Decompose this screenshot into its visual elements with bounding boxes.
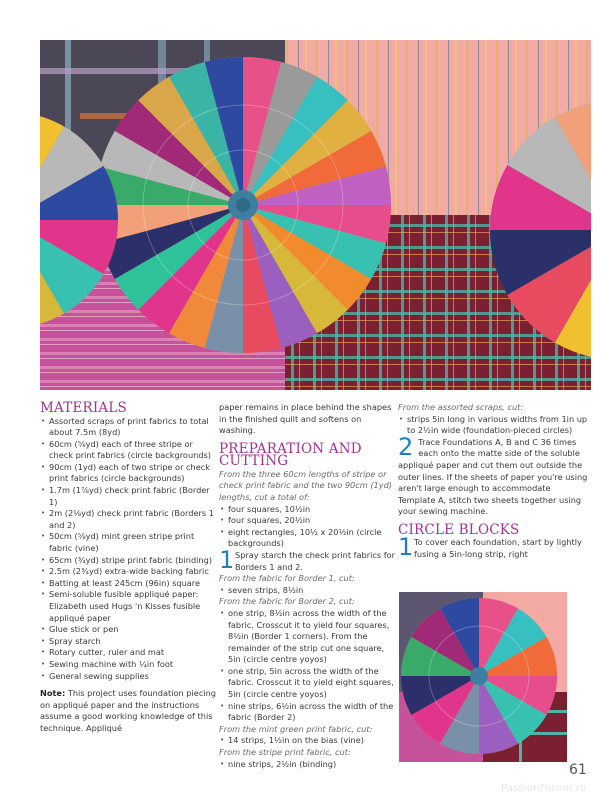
cutting-list-backgrounds: [219, 504, 397, 550]
cutting-item: • strips 5in long in various widths from 1in up to 2½in wide (foundation-pieced circles): [398, 414, 588, 437]
step-text: Trace Foundations A, B and C 36 times each onto the matte side of the soluble appliqué paper and cut them out outside the outer lines. If the sheets of paper you're using aren't large enough to accommodate Template A, stitch two sheets together using your sewing machine.: [398, 436, 588, 517]
quilt-illustration: [40, 40, 591, 390]
materials-item: • General sewing supplies: [40, 671, 218, 683]
cutting-item: • one strip, 5in across the width of the fabric. Crosscut it to yield eight squares, 5in (circle centre yoyos): [219, 666, 397, 701]
note-label: Note:: [40, 688, 66, 699]
preparation-heading: [219, 440, 397, 470]
column-3: [398, 402, 588, 561]
cutting-item: • 14 strips, 1½in on the bias (vine): [219, 735, 397, 747]
cutting-item: • nine strips, 2½in (binding): [219, 759, 397, 771]
materials-item: • 2m (2⅛yd) check print fabric (Borders 1 and 2): [40, 508, 218, 531]
prep-step-1: [219, 545, 397, 574]
cutting-list-border2: [219, 608, 397, 724]
materials-item: • 1.7m (1⅞yd) check print fabric (Border 1): [40, 485, 218, 508]
circle-step-1: [398, 533, 588, 562]
materials-item: • Assorted scraps of print fabrics to total about 7.5m (8yd): [40, 416, 218, 439]
cutting-list-border1: [219, 585, 397, 597]
cutting-item: • four squares, 10½in: [219, 504, 397, 516]
hero-quilt-photo: [40, 40, 591, 390]
cutting-intro: From the stripe print fabric, cut:: [219, 747, 351, 758]
cutting-list-mint: [219, 735, 397, 747]
materials-item: • Rotary cutter, ruler and mat: [40, 647, 218, 659]
cutting-list-scraps: [398, 414, 588, 437]
circle-block-illustration: [399, 592, 567, 762]
materials-item: • 50cm (⅝yd) mint green stripe print fabric (vine): [40, 531, 218, 554]
step-number: 1: [219, 545, 235, 574]
cutting-intro: From the mint green print fabric, cut:: [219, 723, 373, 734]
materials-item: • Spray starch: [40, 636, 218, 648]
circle-blocks-heading: CIRCLE BLOCKS: [398, 521, 520, 538]
cutting-intro: From the fabric for Border 2, cut:: [219, 596, 355, 607]
page-number: 61: [569, 762, 587, 778]
note-continued: paper remains in place behind the shapes in the finished quilt and softens on washing.: [219, 402, 392, 436]
materials-item: • Glue stick or pen: [40, 624, 218, 636]
step-number: 1: [398, 533, 414, 562]
prep-step-2: [398, 432, 588, 518]
column-2: [219, 402, 397, 770]
step-text: To cover each foundation, start by lightly fusing a 5in-long strip, right: [414, 537, 582, 560]
heading-line: CUTTING: [219, 453, 289, 470]
circle-block-photo: [399, 592, 567, 762]
materials-item: • 2.5m (2¾yd) extra-wide backing fabric: [40, 566, 218, 578]
materials-item: • 65cm (¾yd) stripe print fabric (binding): [40, 555, 218, 567]
cutting-item: • four squares, 20½in: [219, 515, 397, 527]
column-1: [40, 402, 218, 735]
materials-item: • Sewing machine with ¼in foot: [40, 659, 218, 671]
materials-note: [40, 688, 218, 734]
materials-heading: MATERIALS: [40, 400, 127, 416]
materials-item: • 90cm (1yd) each of two stripe or check print fabrics (circle backgrounds): [40, 462, 218, 485]
step-number: 2: [398, 432, 414, 461]
cutting-item: • one strip, 8½in across the width of the fabric. Crosscut it to yield four squares, 8½in (Border 1 corners). From the remainder of the strip cut one square, 5in (circle centre yoyos): [219, 608, 397, 666]
cutting-intro: From the assorted scraps, cut:: [398, 402, 524, 412]
step-text: Spray starch the check print fabrics for Borders 1 and 2.: [235, 549, 396, 572]
materials-item: • 60cm (⅝yd) each of three stripe or check print fabrics (circle backgrounds): [40, 439, 218, 462]
cutting-item: • eight rectangles, 10½ x 20½in (circle backgrounds): [219, 527, 397, 550]
cutting-list-stripe: [219, 759, 397, 771]
watermark: PassionForum.ru: [501, 783, 587, 794]
heading-line: PREPARATION AND: [219, 440, 362, 457]
cutting-intro: From the three 60cm lengths of stripe or check print fabric and the two 90cm (1yd) lengths, cut a total of:: [219, 468, 392, 502]
cutting-item: • nine strips, 6½in across the width of the fabric (Border 2): [219, 701, 397, 724]
note-text: This project uses foundation piecing on appliqué paper and the instructions assume a good working knowledge of this technique. Appliqué: [40, 688, 216, 733]
materials-item: • Batting at least 245cm (96in) square: [40, 578, 218, 590]
cutting-intro: From the fabric for Border 1, cut:: [219, 573, 355, 584]
materials-item: • Semi-soluble fusible appliqué paper: Elizabeth used Hugs 'n Kisses fusible appliqué paper: [40, 589, 218, 624]
materials-list: [40, 416, 218, 683]
cutting-item: • seven strips, 8½in: [219, 585, 397, 597]
